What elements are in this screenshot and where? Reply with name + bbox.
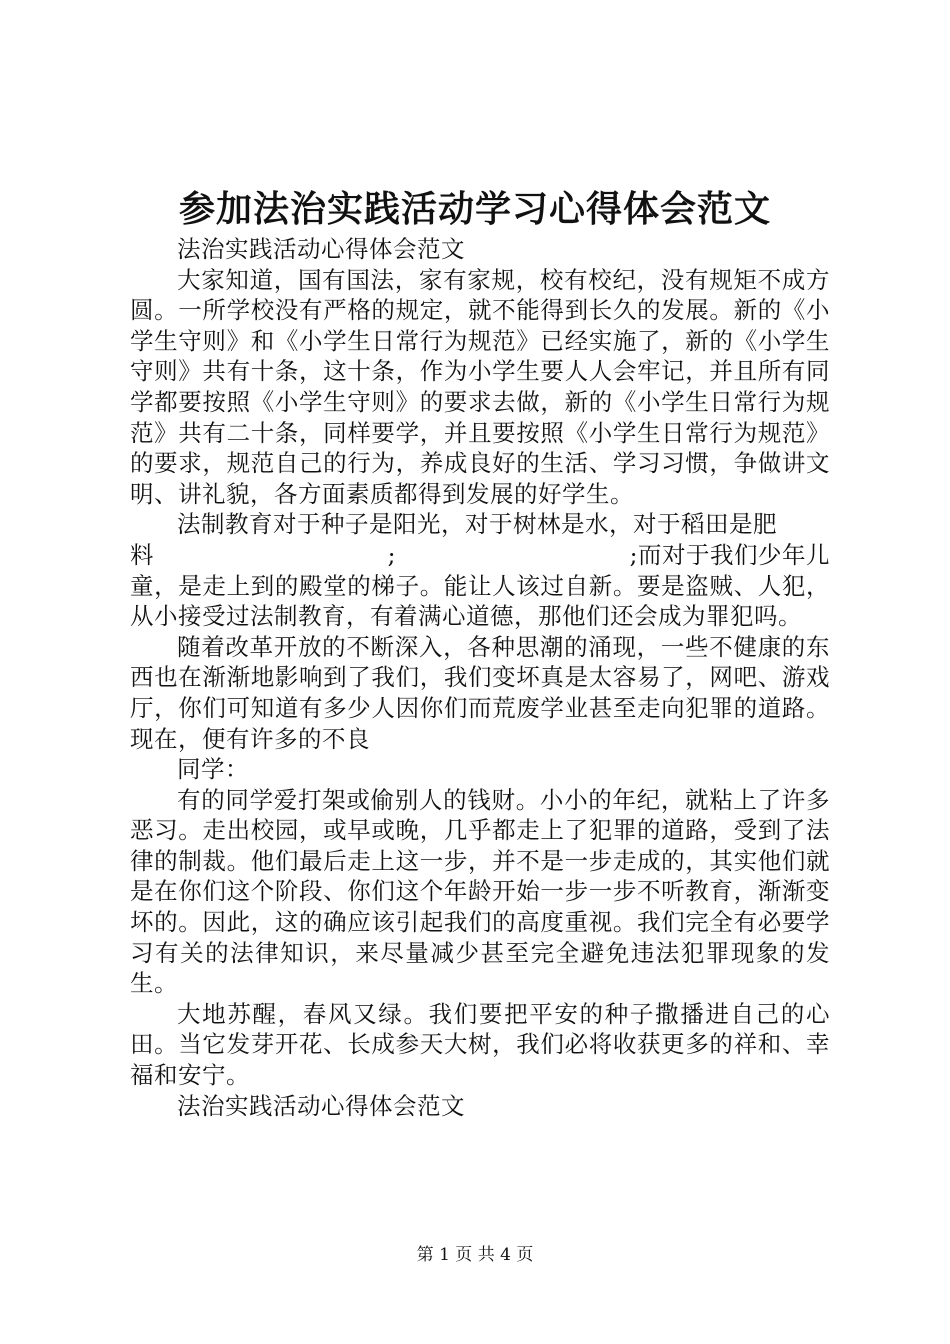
- paragraph-spring: 大地苏醒，春风又绿。我们要把平安的种子撒播进自己的心田。当它发芽开花、长成参天大树，我们必将收获更多的祥和、幸福和安宁。: [130, 999, 830, 1090]
- document-body: [130, 234, 830, 1121]
- paragraph-continuation: 童，是走上到的殿堂的梯子。能让人该过自新。要是盗贼、人犯，从小接受过法制教育，有着满心道德，那他们还会成为罪犯吗。: [130, 571, 830, 631]
- text-fragment: ;而对于我们少年儿: [629, 540, 830, 569]
- paragraph-line: 法制教育对于种子是阳光，对于树林是水，对于稻田是肥: [177, 510, 777, 539]
- text-fragment: 料: [130, 540, 154, 569]
- page-indicator: 第 1 页 共 4 页: [416, 1245, 534, 1265]
- text-fragment: ;: [387, 540, 396, 569]
- paragraph-rules: 大家知道，国有国法，家有家规，校有校纪，没有规矩不成方圆。一所学校没有严格的规定，就不能得到长久的发展。新的《小学生守则》和《小学生日常行为规范》已经实施了，新的《小学生守则》共有十条，这十条，作为小学生要人人会牢记，并且所有同学都要按照《小学生守则》的要求去做，新的《小学生日常行为规范》共有二十条，同样要学，并且要按照《小学生日常行为规范》的要求，规范自己的行为，养成良好的生活、学习习惯，争做讲文明、讲礼貌，各方面素质都得到发展的好学生。: [130, 265, 830, 508]
- paragraph-next-title: 法治实践活动心得体会范文: [177, 1091, 465, 1120]
- paragraph-classmates: 同学：: [177, 755, 249, 784]
- paragraph-reform: 随着改革开放的不断深入，各种思潮的涌现，一些不健康的东西也在渐渐地影响到了我们，我们变坏真是太容易了，网吧、游戏厅，你们可知道有多少人因你们而荒废学业甚至走向犯罪的道路。现在，便有许多的不良: [130, 632, 830, 753]
- document-title: 参加法治实践活动学习心得体会范文: [178, 188, 771, 230]
- paragraph-bad-habits: 有的同学爱打架或偷别人的钱财。小小的年纪，就粘上了许多恶习。走出校园，或早或晚，几乎都走上了犯罪的道路，受到了法律的制裁。他们最后走上这一步，并不是一步走成的，其实他们就是在你们这个阶段、你们这个年龄开始一步一步不听教育，渐渐变坏的。因此，这的确应该引起我们的高度重视。我们完全有必要学习有关的法律知识，来尽量减少甚至完全避免违法犯罪现象的发生。: [130, 785, 830, 998]
- paragraph-subtitle: 法治实践活动心得体会范文: [177, 235, 465, 263]
- paragraph-legal-education: [130, 509, 830, 631]
- paragraph-spread-line: [130, 540, 830, 571]
